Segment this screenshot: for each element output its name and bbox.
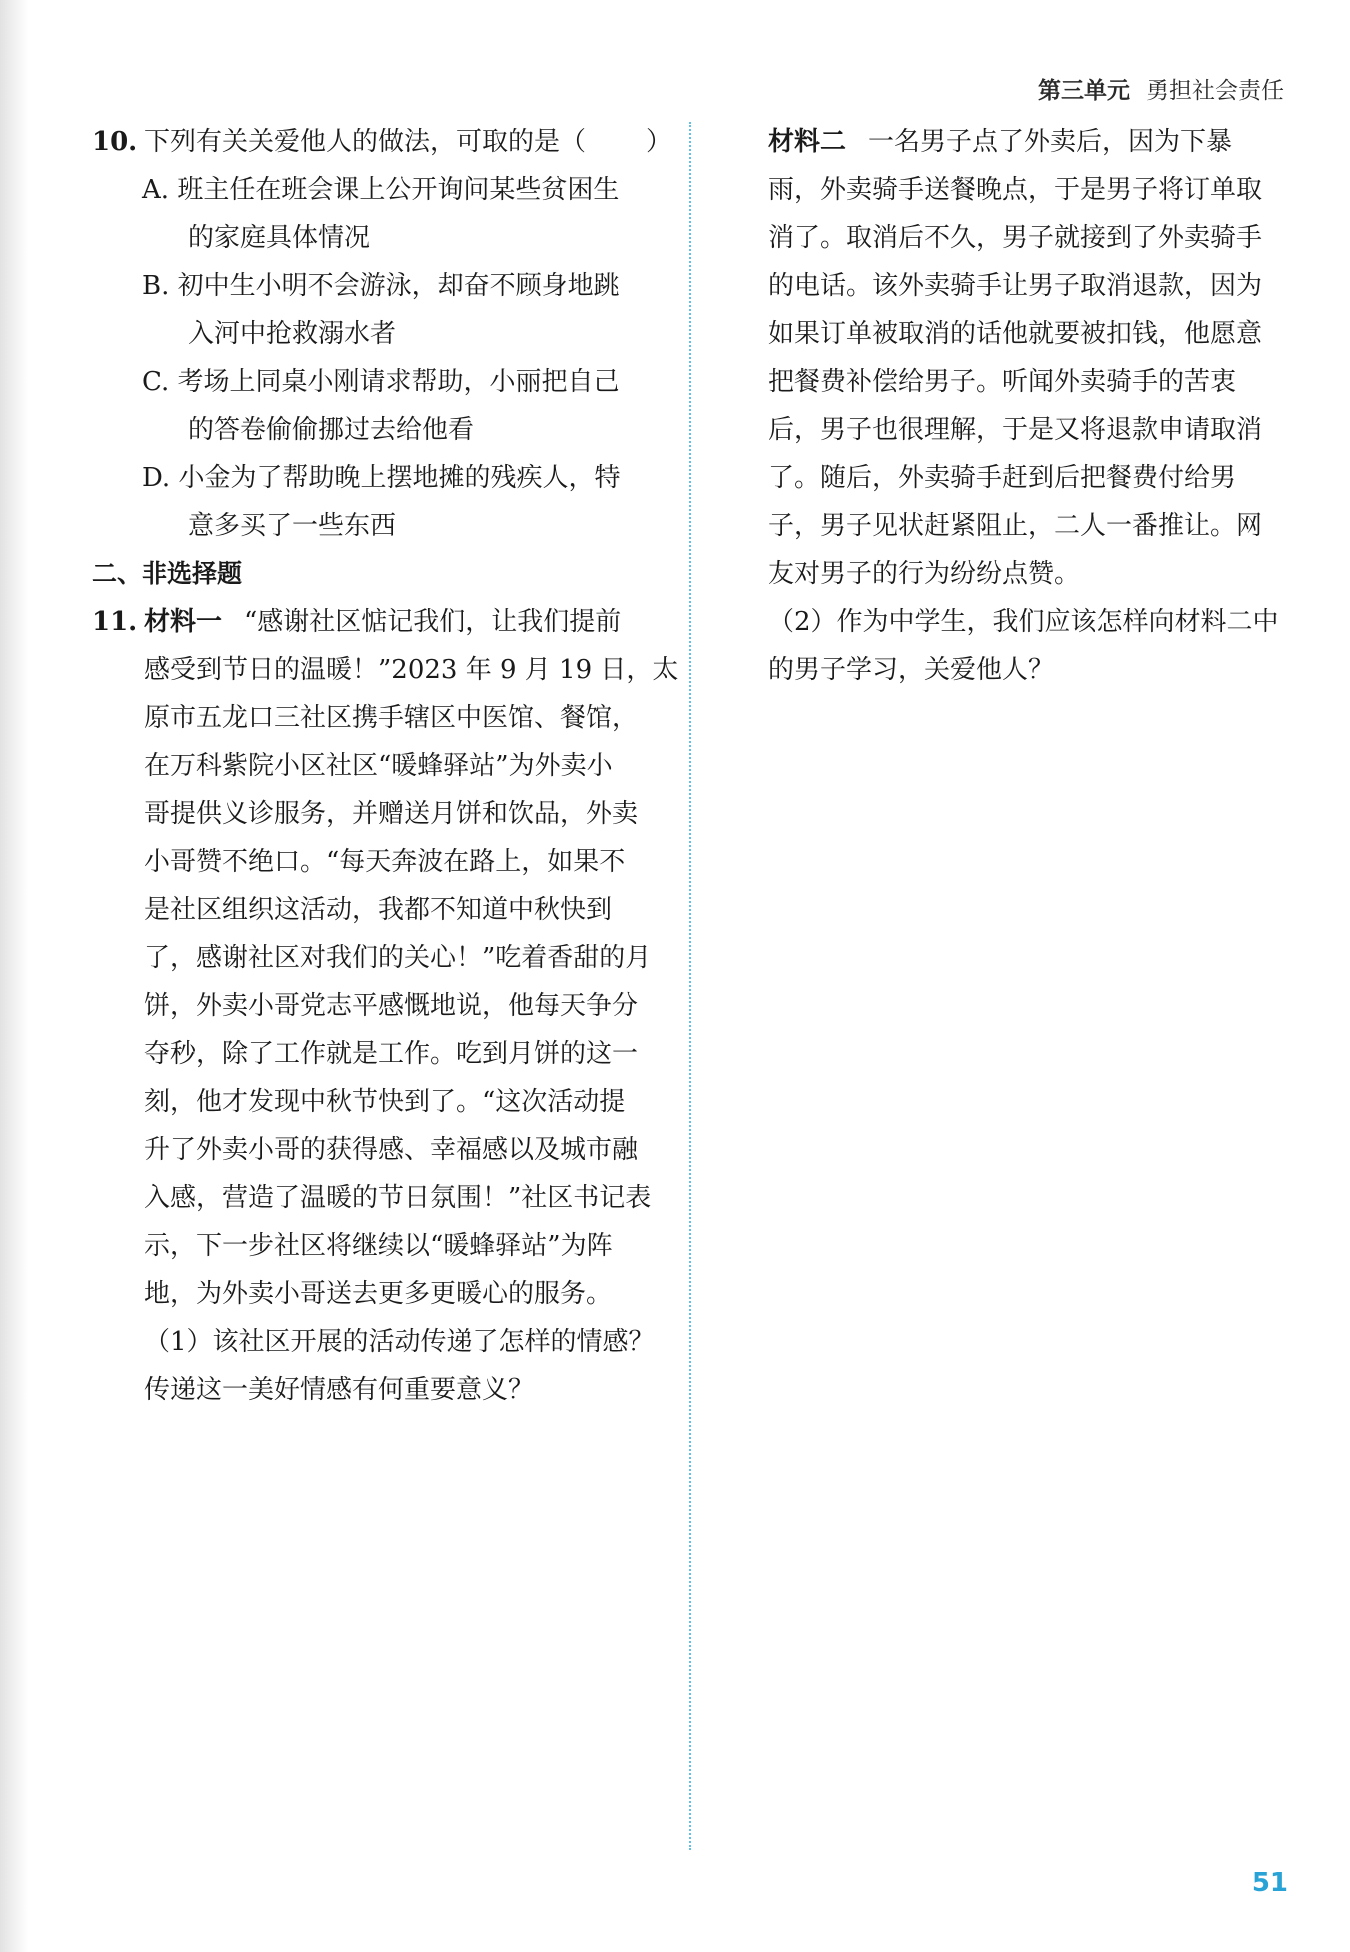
option-a-cont: 的家庭具体情况 — [188, 223, 371, 253]
question-11 — [92, 598, 679, 1414]
material-1-line: 地，为外卖小哥送去更多更暖心的服务。 — [144, 1279, 613, 1309]
material-1-line: 刻，他才发现中秋节快到了。“这次活动提 — [144, 1087, 626, 1117]
page-edge-shadow — [0, 0, 28, 1952]
material-2-first-line: 材料二 一名男子点了外卖后，因为下暴 — [768, 127, 1233, 157]
section-title: 二、非选择题 — [92, 559, 243, 588]
right-column — [768, 118, 1288, 694]
header-topic: 勇担社会责任 — [1146, 78, 1284, 104]
material-2-line: 子，男子见状赶紧阻止，二人一番推让。网 — [768, 511, 1263, 541]
material-2-label: 材料二 — [768, 127, 847, 157]
material-1-label: 材料一 — [144, 607, 223, 637]
material-2-line: 如果订单被取消的话他就要被扣钱，他愿意 — [768, 319, 1263, 349]
question-stem: 下列有关关爱他人的做法，可取的是（ ） — [144, 127, 673, 157]
material-1-line: 了，感谢社区对我们的关心！”吃着香甜的月 — [144, 943, 652, 973]
option-b-cont: 入河中抢救溺水者 — [188, 319, 397, 349]
material-2-line: 雨，外卖骑手送餐晚点，于是男子将订单取 — [768, 175, 1263, 205]
material-1-line: 夺秒，除了工作就是工作。吃到月饼的这一 — [144, 1039, 639, 1069]
page-number: 51 — [1251, 1868, 1288, 1898]
material-2-line: 友对男子的行为纷纷点赞。 — [768, 559, 1081, 589]
sub-question-2-cont: 的男子学习，关爱他人？ — [768, 655, 1055, 685]
material-1-line: 原市五龙口三社区携手辖区中医馆、餐馆， — [144, 703, 639, 733]
material-1-line: 感受到节日的温暖！”2023 年 9 月 19 日，太 — [144, 655, 679, 685]
material-1-line: 小哥赞不绝口。“每天奔波在路上，如果不 — [144, 847, 626, 877]
question-number: 10. — [92, 127, 138, 157]
material-1-line: 饼，外卖小哥党志平感慨地说，他每天争分 — [144, 991, 639, 1021]
header-unit: 第三单元 — [1038, 78, 1130, 104]
sub-question-2: （2）作为中学生，我们应该怎样向材料二中 — [768, 607, 1279, 637]
option-b: B. 初中生小明不会游泳，却奋不顾身地跳 — [142, 271, 620, 301]
material-2-line: 把餐费补偿给男子。听闻外卖骑手的苦衷 — [768, 367, 1237, 397]
running-header — [1038, 72, 1284, 105]
sub-question-1-cont: 传递这一美好情感有何重要意义？ — [144, 1375, 535, 1405]
option-d: D. 小金为了帮助晚上摆地摊的残疾人，特 — [142, 463, 621, 493]
column-divider — [689, 122, 691, 1850]
material-1-line: 升了外卖小哥的获得感、幸福感以及城市融 — [144, 1135, 639, 1165]
material-1-first-line: 材料一 “感谢社区惦记我们，让我们提前 — [144, 607, 622, 637]
material-1-line: 在万科紫院小区社区“暖蜂驿站”为外卖小 — [144, 751, 613, 781]
option-c-cont: 的答卷偷偷挪过去给他看 — [188, 415, 475, 445]
material-1-line: 哥提供义诊服务，并赠送月饼和饮品，外卖 — [144, 799, 639, 829]
material-2-line: 的电话。该外卖骑手让男子取消退款，因为 — [768, 271, 1263, 301]
material-2-line: 了。随后，外卖骑手赶到后把餐费付给男 — [768, 463, 1237, 493]
material-1-line: 示，下一步社区将继续以“暖蜂驿站”为阵 — [144, 1231, 613, 1261]
left-column — [92, 118, 679, 1414]
option-c: C. 考场上同桌小刚请求帮助，小丽把自己 — [142, 367, 620, 397]
material-1-line: 是社区组织这活动，我都不知道中秋快到 — [144, 895, 613, 925]
option-a: A. 班主任在班会课上公开询问某些贫困生 — [142, 175, 620, 205]
sub-question-1: （1）该社区开展的活动传递了怎样的情感？ — [144, 1327, 655, 1357]
material-2-line: 后，男子也很理解，于是又将退款申请取消 — [768, 415, 1263, 445]
material-2-line: 消了。取消后不久，男子就接到了外卖骑手 — [768, 223, 1263, 253]
option-d-cont: 意多买了一些东西 — [188, 511, 397, 541]
material-1-line: 入感，营造了温暖的节日氛围！”社区书记表 — [144, 1183, 652, 1213]
question-number: 11. — [92, 607, 138, 637]
question-10 — [92, 118, 673, 166]
